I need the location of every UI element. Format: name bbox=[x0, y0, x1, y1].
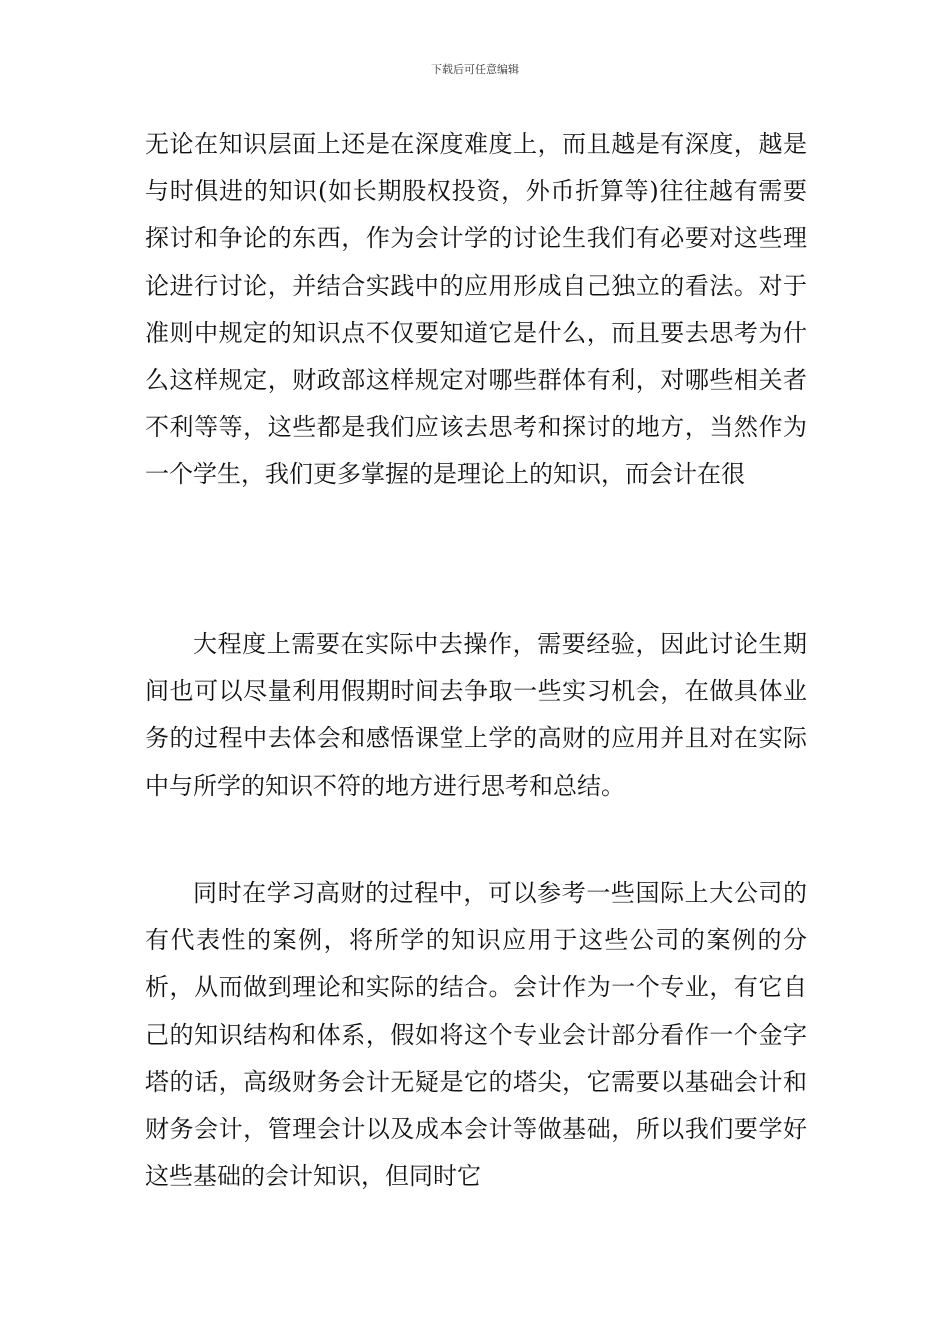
paragraph-2: 大程度上需要在实际中去操作，需要经验，因此讨论生期间也可以尽量利用假期时间去争取一些实习机会，在做具体业务的过程中去体会和感悟课堂上学的高财的应用并且对在实际中与所学的知识不符的地方进行思考和总结。 bbox=[145, 630, 807, 800]
paragraph-1: 无论在知识层面上还是在深度难度上，而且越是有深度，越是与时俱进的知识(如长期股权投资，外币折算等)往往越有需要探讨和争论的东西，作为会计学的讨论生我们有必要对这些理论进行讨论，并结合实践中的应用形成自己独立的看法。对于准则中规定的知识点不仅要知道它是什么，而且要去思考为什么这样规定，财政部这样规定对哪些群体有利，对哪些相关者不利等等，这些都是我们应该去思考和探讨的地方，当然作为一个学生，我们更多掌握的是理论上的知识，而会计在很 bbox=[145, 130, 807, 489]
paragraph-3: 同时在学习高财的过程中，可以参考一些国际上大公司的有代表性的案例，将所学的知识应用于这些公司的案例的分析，从而做到理论和实际的结合。会计作为一个专业，有它自己的知识结构和体系，假如将这个专业会计部分看作一个金字塔的话，高级财务会计无疑是它的塔尖，它需要以基础会计和财务会计，管理会计以及成本会计等做基础，所以我们要学好这些基础的会计知识，但同时它 bbox=[145, 879, 807, 1191]
page-header: 下载后可任意编辑 bbox=[431, 63, 519, 76]
